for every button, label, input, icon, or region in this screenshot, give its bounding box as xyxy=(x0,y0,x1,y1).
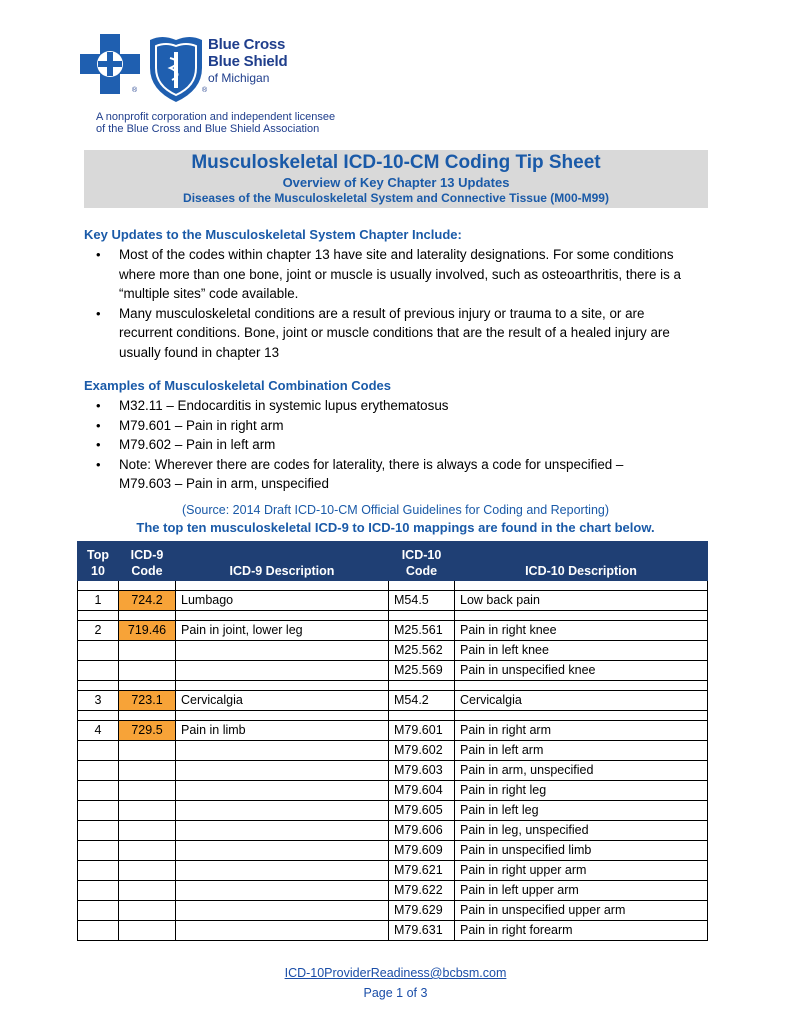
icd10-description-cell: Pain in right arm xyxy=(455,721,708,741)
bullet-icon: • xyxy=(96,305,101,321)
icd10-code-cell: M79.606 xyxy=(389,821,455,841)
tagline-line-2: of the Blue Cross and Blue Shield Association xyxy=(96,123,320,135)
icd9-description-cell: Lumbago xyxy=(176,591,389,611)
table-row xyxy=(78,781,708,801)
table-cell xyxy=(389,681,455,691)
icd10-code-cell: M79.603 xyxy=(389,761,455,781)
table-row xyxy=(78,881,708,901)
table-cell xyxy=(78,611,119,621)
icd9-code-cell: 723.1 xyxy=(119,691,176,711)
table-cell xyxy=(119,581,176,591)
icd10-description-cell: Pain in left arm xyxy=(455,741,708,761)
bullet-icon: • xyxy=(96,398,101,413)
list-item-text: Most of the codes within chapter 13 have site and laterality designations. For some conditions where more than one bone, joint or muscle is usually involved, such as osteoarthritis, there is a “multiple sites” code available. xyxy=(119,247,681,301)
table-body xyxy=(78,581,708,941)
icd9-code-cell xyxy=(119,801,176,821)
table-cell xyxy=(455,611,708,621)
title-band xyxy=(84,150,708,208)
rank-cell xyxy=(78,821,119,841)
rank-cell xyxy=(78,801,119,821)
icd10-code-cell: M79.621 xyxy=(389,861,455,881)
list-item xyxy=(84,304,684,363)
rank-cell xyxy=(78,861,119,881)
footer-email-link[interactable]: ICD-10ProviderReadiness@bcbsm.com xyxy=(284,966,507,980)
table-cell xyxy=(176,681,389,691)
page-title: Musculoskeletal ICD-10-CM Coding Tip Sheet xyxy=(191,152,601,173)
icd9-description-cell xyxy=(176,901,389,921)
icd10-code-cell: M25.569 xyxy=(389,661,455,681)
icd9-code-cell xyxy=(119,841,176,861)
table-row xyxy=(78,901,708,921)
table-row xyxy=(78,761,708,781)
list-item xyxy=(84,435,684,455)
key-updates-list xyxy=(84,245,684,362)
icd9-description-cell xyxy=(176,661,389,681)
icd9-description-cell xyxy=(176,821,389,841)
table-cell xyxy=(119,681,176,691)
header-icd9-code: ICD-9 Code xyxy=(119,542,176,581)
icd9-description-cell xyxy=(176,641,389,661)
icd10-code-cell: M79.622 xyxy=(389,881,455,901)
table-spacer-row xyxy=(78,681,708,691)
bullet-icon: • xyxy=(96,247,101,262)
table-cell xyxy=(389,611,455,621)
icd10-description-cell: Pain in unspecified limb xyxy=(455,841,708,861)
icd10-description-cell: Pain in right knee xyxy=(455,621,708,641)
table-row xyxy=(78,741,708,761)
blue-cross-icon xyxy=(80,34,140,94)
table-row xyxy=(78,841,708,861)
table-spacer-row xyxy=(78,581,708,591)
icd10-code-cell: M79.629 xyxy=(389,901,455,921)
list-item-text: M79.601 – Pain in right arm xyxy=(119,417,284,433)
icd9-code-cell xyxy=(119,761,176,781)
rank-cell xyxy=(78,761,119,781)
icd9-code-cell: 724.2 xyxy=(119,591,176,611)
icd9-code-cell xyxy=(119,741,176,761)
bullet-icon: • xyxy=(96,417,101,433)
icd9-description-cell xyxy=(176,881,389,901)
list-item xyxy=(84,416,684,436)
table-cell xyxy=(176,611,389,621)
rank-cell xyxy=(78,901,119,921)
table-caption: The top ten musculoskeletal ICD-9 to ICD-10 mappings are found in the chart below. xyxy=(136,520,655,535)
table-row xyxy=(78,641,708,661)
chapter-title: Diseases of the Musculoskeletal System and Connective Tissue (M00-M99) xyxy=(183,191,609,205)
icd9-description-cell xyxy=(176,861,389,881)
table-cell xyxy=(78,711,119,721)
icd9-description-cell xyxy=(176,741,389,761)
tagline-line-1: A nonprofit corporation and independent licensee xyxy=(96,111,336,123)
icd9-code-cell xyxy=(119,781,176,801)
icd10-description-cell: Pain in left upper arm xyxy=(455,881,708,901)
rank-cell xyxy=(78,841,119,861)
icd10-code-cell: M79.605 xyxy=(389,801,455,821)
rank-cell: 4 xyxy=(78,721,119,741)
icd10-description-cell: Cervicalgia xyxy=(455,691,708,711)
page-subtitle: Overview of Key Chapter 13 Updates xyxy=(282,175,510,190)
table-cell xyxy=(455,681,708,691)
key-updates-heading: Key Updates to the Musculoskeletal System Chapter Include: xyxy=(84,227,462,242)
table-row xyxy=(78,801,708,821)
registered-mark-1: ® xyxy=(132,87,138,94)
icd10-code-cell: M25.562 xyxy=(389,641,455,661)
list-item xyxy=(84,396,684,416)
icd9-description-cell: Pain in joint, lower leg xyxy=(176,621,389,641)
icd10-description-cell: Pain in left knee xyxy=(455,641,708,661)
rank-cell xyxy=(78,921,119,941)
table-cell xyxy=(176,581,389,591)
icd9-description-cell: Pain in limb xyxy=(176,721,389,741)
icd10-code-cell: M54.2 xyxy=(389,691,455,711)
icd10-code-cell: M25.561 xyxy=(389,621,455,641)
table-spacer-row xyxy=(78,611,708,621)
blue-shield-icon xyxy=(150,37,202,102)
table-cell xyxy=(455,711,708,721)
rank-cell xyxy=(78,741,119,761)
table-row xyxy=(78,661,708,681)
table-cell xyxy=(119,611,176,621)
bullet-icon: • xyxy=(96,437,101,452)
list-item-text: Note: Wherever there are codes for laterality, there is always a code for unspecified – M79.603 – Pain in arm, unspecified xyxy=(119,456,624,491)
icd10-description-cell: Pain in right upper arm xyxy=(455,861,708,881)
examples-list xyxy=(84,396,684,494)
table-cell xyxy=(78,581,119,591)
rank-cell xyxy=(78,881,119,901)
table-cell xyxy=(389,711,455,721)
list-item-text: M32.11 – Endocarditis in systemic lupus erythematosus xyxy=(119,398,449,413)
list-item xyxy=(84,245,684,304)
rank-cell: 3 xyxy=(78,691,119,711)
table-cell xyxy=(455,581,708,591)
header-icd10-code: ICD-10 Code xyxy=(389,542,455,581)
icd9-code-cell: 729.5 xyxy=(119,721,176,741)
table-row xyxy=(78,861,708,881)
icd10-description-cell: Pain in left leg xyxy=(455,801,708,821)
icd9-description-cell xyxy=(176,921,389,941)
icd9-code-cell xyxy=(119,901,176,921)
icd9-description-cell xyxy=(176,781,389,801)
table-row xyxy=(78,621,708,641)
registered-mark-2: ® xyxy=(202,87,208,94)
icd10-description-cell: Low back pain xyxy=(455,591,708,611)
icd9-code-cell xyxy=(119,641,176,661)
table-cell xyxy=(119,711,176,721)
table-cell xyxy=(176,711,389,721)
table-row xyxy=(78,691,708,711)
icd9-description-cell xyxy=(176,761,389,781)
icd9-code-cell xyxy=(119,821,176,841)
icd10-code-cell: M79.631 xyxy=(389,921,455,941)
footer-page-number: Page 1 of 3 xyxy=(363,986,428,1000)
list-item xyxy=(84,455,684,494)
rank-cell xyxy=(78,661,119,681)
table-header-row xyxy=(78,542,708,581)
list-item-text: Many musculoskeletal conditions are a result of previous injury or trauma to a site, or are recurrent conditions. Bone, joint or muscle conditions that are the result of a healed injury are usually found in chapter 13 xyxy=(119,305,670,360)
examples-heading: Examples of Musculoskeletal Combination Codes xyxy=(84,378,392,393)
source-note: (Source: 2014 Draft ICD-10-CM Official Guidelines for Coding and Reporting) xyxy=(181,503,610,517)
list-item-text: M79.602 – Pain in left arm xyxy=(119,437,276,452)
icd10-code-cell: M79.602 xyxy=(389,741,455,761)
rank-cell xyxy=(78,641,119,661)
icd10-description-cell: Pain in arm, unspecified xyxy=(455,761,708,781)
bullet-icon: • xyxy=(96,456,101,472)
icd9-code-cell: 719.46 xyxy=(119,621,176,641)
header-icd9-description: ICD-9 Description xyxy=(176,542,389,581)
icd10-description-cell: Pain in right forearm xyxy=(455,921,708,941)
brand-line-3: of Michigan xyxy=(208,71,270,85)
table-spacer-row xyxy=(78,711,708,721)
icd10-description-cell: Pain in unspecified knee xyxy=(455,661,708,681)
table-row xyxy=(78,921,708,941)
table-cell xyxy=(389,581,455,591)
rank-cell xyxy=(78,781,119,801)
icd10-description-cell: Pain in unspecified upper arm xyxy=(455,901,708,921)
table-row xyxy=(78,591,708,611)
icd9-code-cell xyxy=(119,881,176,901)
table-row xyxy=(78,821,708,841)
icd9-description-cell xyxy=(176,801,389,821)
icd10-code-cell: M79.604 xyxy=(389,781,455,801)
icd10-description-cell: Pain in leg, unspecified xyxy=(455,821,708,841)
header-icd10-description: ICD-10 Description xyxy=(455,542,708,581)
table-cell xyxy=(78,681,119,691)
icd9-description-cell: Cervicalgia xyxy=(176,691,389,711)
icd10-code-cell: M54.5 xyxy=(389,591,455,611)
brand-line-2: Blue Shield xyxy=(208,53,288,70)
icd10-code-cell: M79.601 xyxy=(389,721,455,741)
table-row xyxy=(78,721,708,741)
rank-cell: 2 xyxy=(78,621,119,641)
mapping-table xyxy=(77,541,708,941)
header-rank: Top 10 xyxy=(78,542,119,581)
icd9-code-cell xyxy=(119,921,176,941)
brand-line-1: Blue Cross xyxy=(208,36,286,53)
icd9-code-cell xyxy=(119,661,176,681)
icd10-code-cell: M79.609 xyxy=(389,841,455,861)
icd9-description-cell xyxy=(176,841,389,861)
rank-cell: 1 xyxy=(78,591,119,611)
icd9-code-cell xyxy=(119,861,176,881)
icd10-description-cell: Pain in right leg xyxy=(455,781,708,801)
